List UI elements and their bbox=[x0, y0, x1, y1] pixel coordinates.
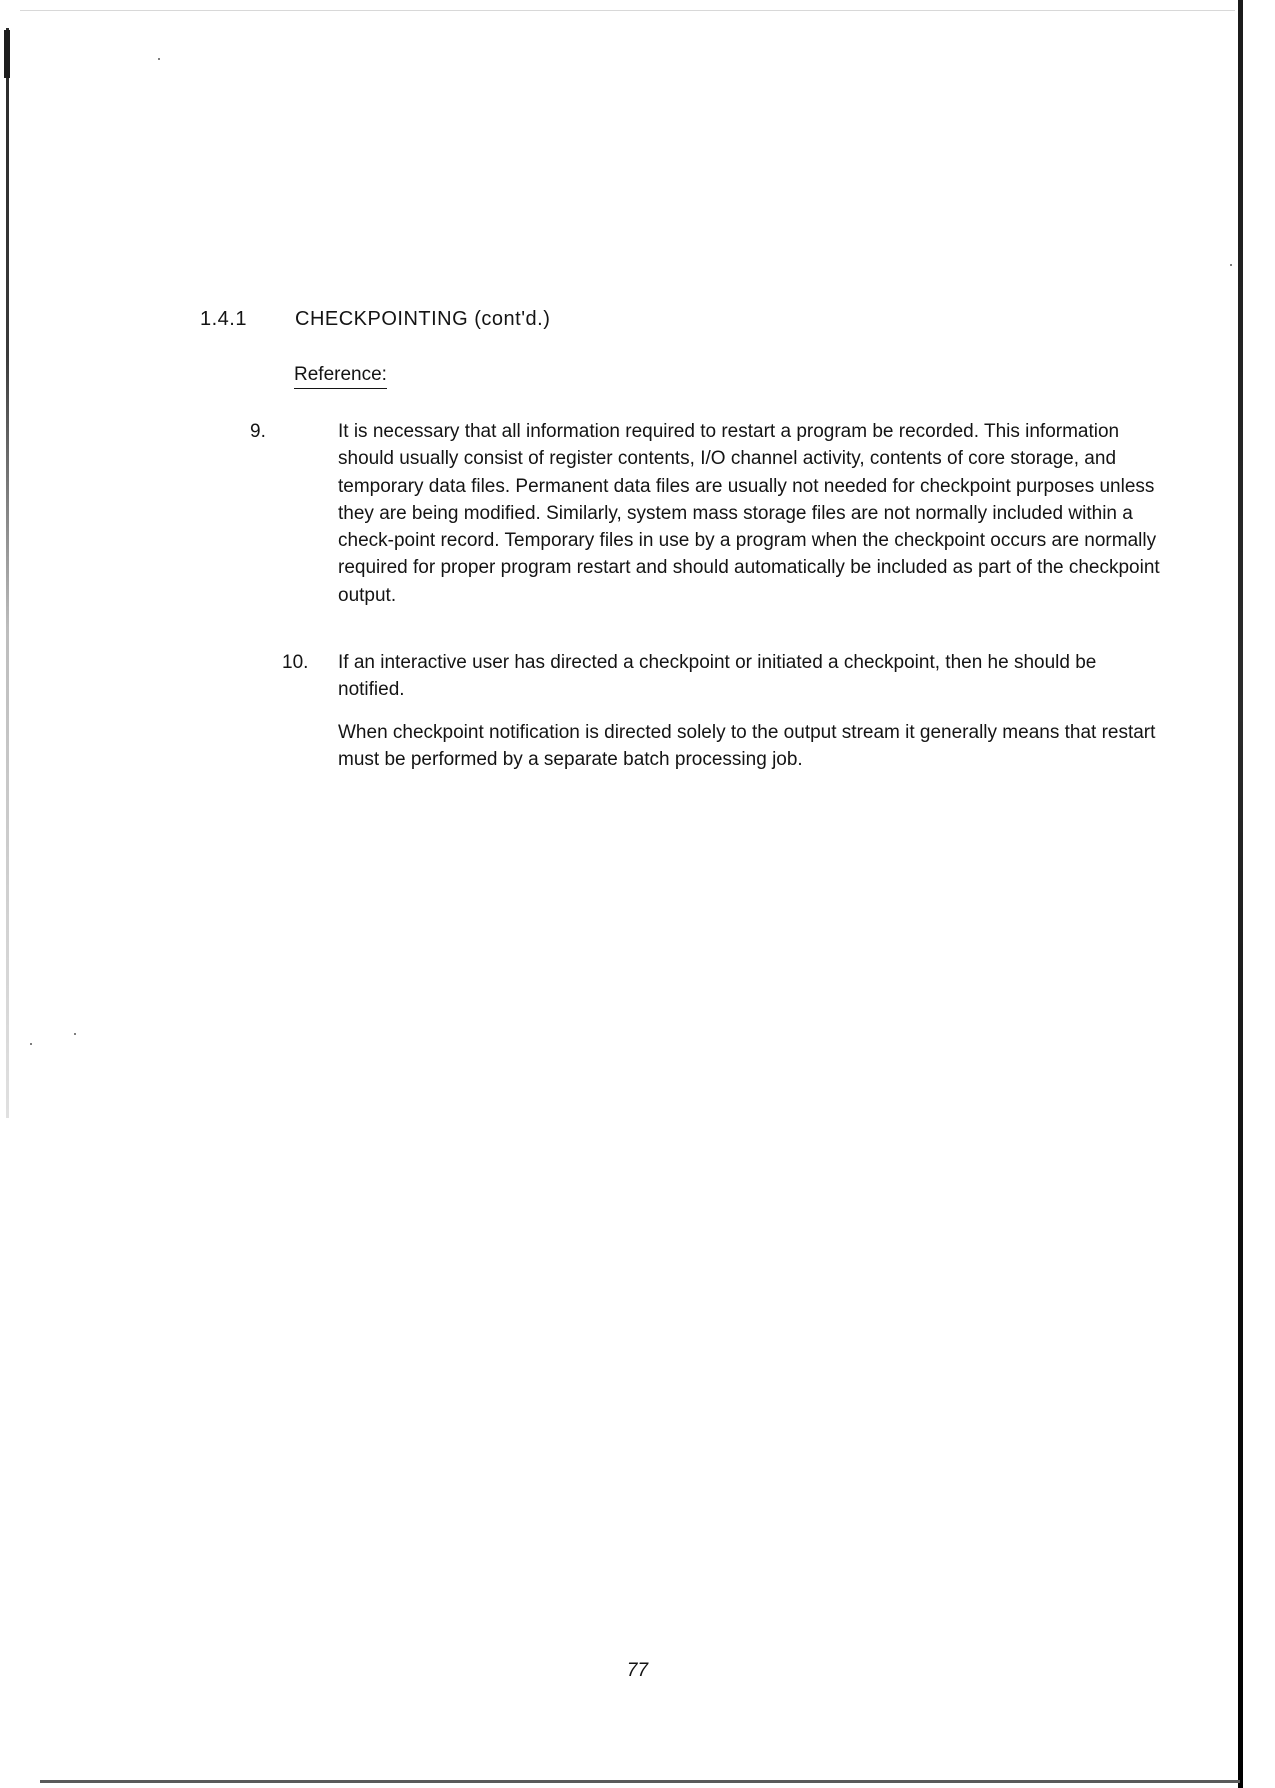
list-item-text: It is necessary that all information required to restart a program be recorded. This information should usually consist of register contents, I/O channel activity, contents of core storage, and temporary data files. Permanent data files are usually not needed for checkpoint purposes unless they are being modified. Similarly, system mass storage files are not normally included within a check-point record. Temporary files in use by a program when the checkpoint occurs are normally required for proper program restart and should automatically be included as part of the checkpoint output. bbox=[338, 421, 1160, 606]
scan-speck bbox=[30, 1043, 32, 1045]
list-item-text: If an interactive user has directed a checkpoint or initiated a checkpoint, then he should be notified. bbox=[338, 652, 1097, 701]
section-heading bbox=[200, 308, 550, 331]
scan-edge-top bbox=[20, 10, 1235, 11]
scan-margin-right bbox=[1243, 0, 1275, 1788]
scan-speck bbox=[1230, 264, 1232, 266]
section-number: 1.4.1 bbox=[200, 308, 247, 330]
scan-edge-bottom bbox=[40, 1780, 1240, 1783]
list-item bbox=[250, 418, 1174, 609]
page-number: 77 bbox=[626, 1660, 649, 1681]
list-item bbox=[282, 649, 1162, 704]
note-paragraph: When checkpoint notification is directed solely to the output stream it generally means that restart must be performed by a separate batch processing job. bbox=[338, 722, 1156, 771]
reference-label: Reference: bbox=[294, 364, 387, 389]
section-title: CHECKPOINTING (cont'd.) bbox=[295, 308, 551, 330]
scan-edge-left-mark bbox=[4, 30, 10, 78]
scan-speck bbox=[74, 1033, 76, 1035]
scan-speck bbox=[158, 58, 160, 60]
scan-edge-left bbox=[6, 28, 9, 1118]
list-item-number: 9. bbox=[250, 421, 266, 442]
list-item-number: 10. bbox=[282, 652, 309, 673]
